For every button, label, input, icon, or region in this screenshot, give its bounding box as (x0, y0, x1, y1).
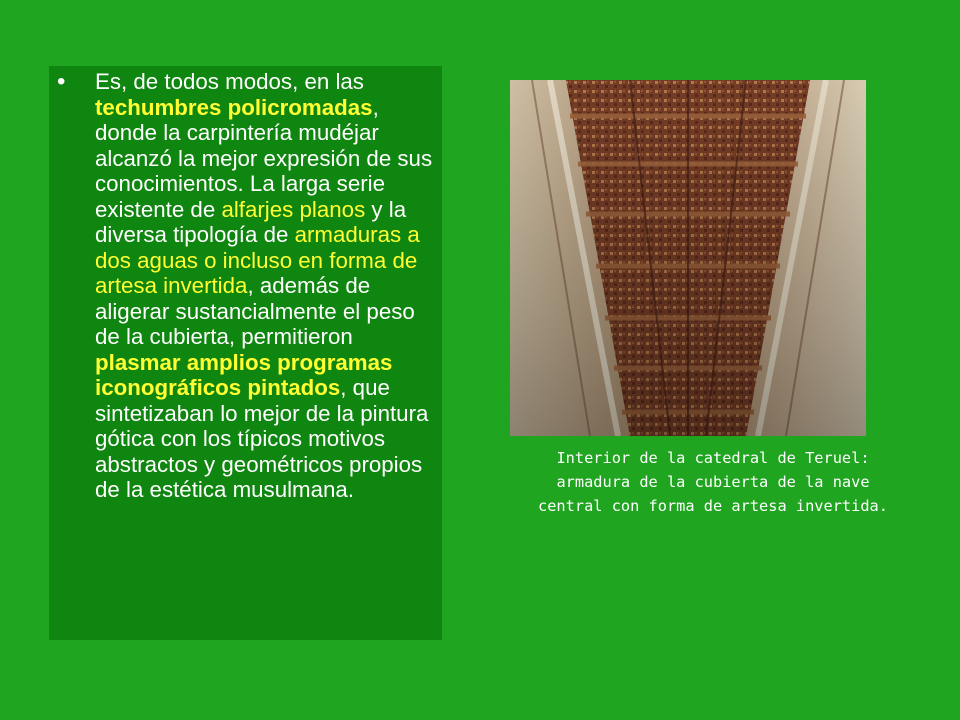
paragraph-highlight: armaduras a dos aguas o incluso en forma de artesa invertida (95, 222, 420, 298)
paragraph-text: y la diversa tipología de (95, 196, 407, 247)
paragraph-text: Es, de todos modos, en las (95, 69, 364, 94)
bullet-point: • (57, 68, 66, 95)
caption-line-3: central con forma de artesa invertida. (538, 497, 888, 515)
caption-line-2: armadura de la cubierta de la nave (556, 473, 870, 491)
paragraph-text: , que sintetizaban lo mejor de la pintura gótica con los típicos motivos abstractos y geométricos propios de la estética musulmana. (95, 375, 429, 502)
body-paragraph (95, 69, 440, 503)
paragraph-text: , además de aligerar sustancialmente el peso de la cubierta, permitieron (95, 273, 415, 349)
caption-line-1: Interior de la catedral de Teruel: (556, 449, 870, 467)
cathedral-ceiling-photo (510, 80, 866, 436)
paragraph-highlight: alfarjes planos (221, 196, 366, 222)
paragraph-highlight: techumbres policromadas (95, 94, 373, 120)
paragraph-highlight: plasmar amplios programas iconográficos pintados (95, 349, 393, 400)
image-caption (505, 446, 921, 518)
paragraph-text: , donde la carpintería mudéjar alcanzó la mejor expresión de sus conocimientos. La larga serie existente de (95, 94, 433, 222)
